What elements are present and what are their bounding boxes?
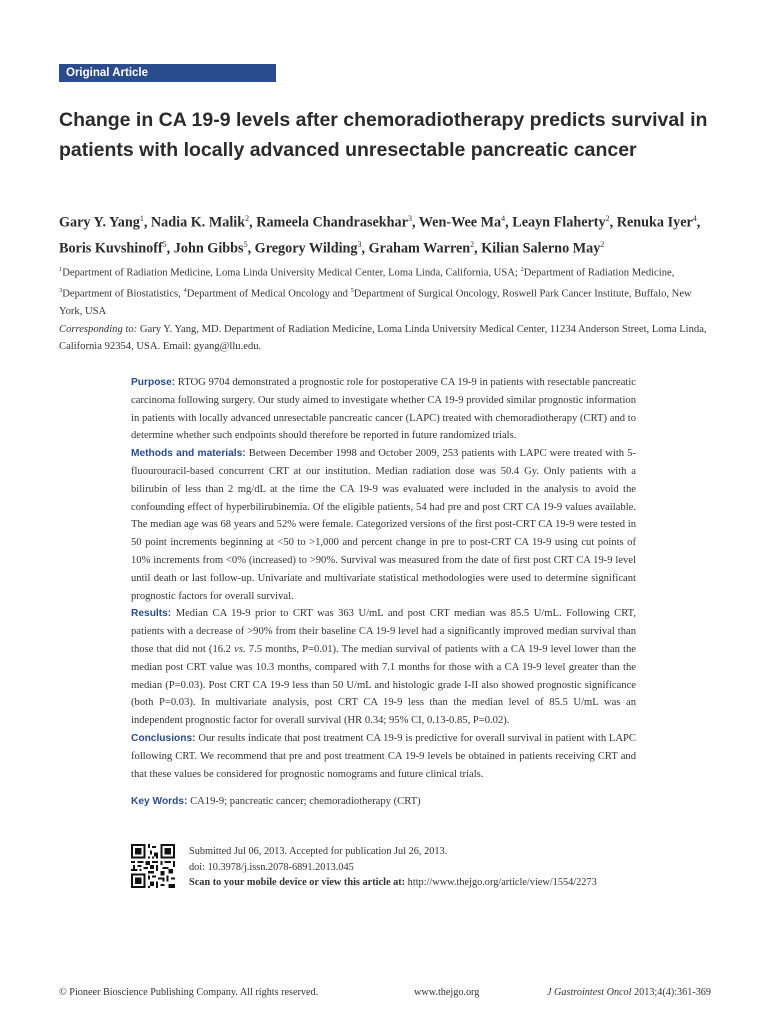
paper-title: Change in CA 19-9 levels after chemoradiotherapy predicts survival in patients with locally advanced unresectable pancreatic cancer [59, 109, 708, 161]
affiliation-number: 5 [350, 287, 354, 295]
author-name: Renuka Iyer [616, 214, 693, 231]
author-affiliation-mark: 1 [139, 214, 144, 223]
abstract-results [131, 605, 636, 730]
scan-label: Scan to your mobile device or view this article at: [189, 877, 406, 888]
section-label: Purpose: [131, 377, 176, 388]
section-text: 7.5 months, P=0.01). The median survival of patients with a CA 19-9 level lower than the median post CRT value was 10.3 months, compared with 7.1 months for those with a CA 19-9 level greater than the median (P=0.03). Post CRT CA 19-9 less than 50 U/mL and histologic grade I-II also showed prognostic significance (both P=0.03). In multivariate analysis, post CRT CA 19-9 less than the median level of 85.5 U/mL was an independent prognostic factor for overall survival (HR 0.34; 95% CI, 0.13-0.85, P=0.02). [131, 643, 636, 727]
author-name: Gary Y. Yang [59, 214, 140, 231]
section-text: RTOG 9704 demonstrated a prognostic role for postoperative CA 19-9 in patients with resectable pancreatic carcinoma following surgery. Our study aimed to investigate whether CA 19-9 provided similar prognostic information in patients with locally advanced unresectable pancreatic cancer (LAPC) treated with chemoradiotherapy (CRT) and to determine whether such endpoints should therefore be reported in future randomized trials. [131, 377, 636, 442]
author-name: Rameela Chandrasekhar [256, 214, 408, 231]
section-label: Key Words: [131, 796, 188, 808]
author-list: Gary Y. Yang$^1$, Nadia K. Malik$^2$, Rameela Chandrasekhar$^3$, Wen-Wee Ma$^4$, Leayn Flaherty$^2$, Renuka Iyer$^4$, Boris Kuvshinoff$^5$, John Gibbs$^5$, Gregory Wilding$^3$, Graham Warren$^2$, Kilian Salerno May$^2$ [59, 214, 701, 257]
section-label: Results: [131, 608, 172, 620]
abstract-methods [131, 445, 636, 605]
section-label: Conclusions: [131, 732, 196, 744]
submission-block [131, 844, 651, 892]
article-url-link[interactable]: http://www.thejgo.org/article/view/1554/2273 [405, 877, 597, 888]
journal-name: J Gastrointest Oncol [546, 987, 632, 998]
affiliations-block [59, 261, 711, 356]
affiliation-text: Department of Medical Oncology and [186, 288, 351, 300]
section-text: CA19-9; pancreatic cancer; chemoradiotherapy (CRT) [187, 796, 421, 808]
affiliation-text: Department of Radiation Medicine, [523, 267, 675, 279]
author-name: Leayn Flaherty [512, 214, 606, 231]
abstract-purpose [131, 374, 636, 445]
author-affiliation-mark: 5 [162, 239, 167, 249]
author-name: John Gibbs [173, 240, 244, 257]
author-name: Gregory Wilding [254, 240, 358, 257]
affiliation-number: 1 [59, 266, 63, 273]
affiliation-number: 2 [520, 266, 524, 273]
corresponding-text: Gary Y. Yang, MD. Department of Radiation Medicine, Loma Linda University Medical Center, 11234 Anderson Street, Loma Linda, California 92354, USA. Email: gyang@llu.edu. [59, 323, 707, 353]
section-label: Methods and materials: [131, 448, 246, 460]
author-name: Graham Warren [368, 240, 471, 257]
affiliation-text: Department of Biostatistics, [62, 288, 184, 300]
author-affiliation-mark: 2 [245, 214, 250, 223]
submission-details [189, 844, 649, 891]
author-affiliation-mark: 2 [605, 214, 610, 223]
affiliation-number: 4 [183, 287, 187, 295]
author-name: Boris Kuvshinoff [59, 240, 163, 257]
affiliation-number: 3 [59, 287, 63, 295]
author-affiliation-mark: 4 [692, 214, 697, 223]
article-link-line [189, 875, 649, 891]
qr-code-icon[interactable] [131, 844, 175, 888]
abstract-conclusions [131, 730, 636, 783]
author-name: Kilian Salerno May [481, 240, 601, 257]
abstract [131, 374, 636, 811]
author-affiliation-mark: 5 [243, 239, 248, 249]
corresponding-label: Corresponding to: [59, 323, 138, 335]
website-link[interactable]: www.thejgo.org [414, 987, 480, 998]
affiliation-text: Department of Surgical Oncology, Roswell Park Cancer Institute, Buffalo, New York, USA [59, 288, 692, 318]
author-affiliation-mark: 3 [407, 214, 412, 223]
author-affiliation-mark: 2 [470, 239, 475, 249]
affiliation-text: Department of Radiation Medicine, Loma Linda University Medical Center, Loma Linda, California, USA; [62, 267, 521, 279]
copyright-text: © Pioneer Bioscience Publishing Company. All rights reserved. [59, 987, 319, 998]
section-text: Our results indicate that post treatment CA 19-9 is predictive for overall survival in patient with LAPC following CRT. We recommend that pre and post treatment CA 19-9 levels be obtained in patients receiving CRT and that these values be considered for prognostic nomograms and future clinical trials. [131, 732, 636, 780]
section-text: Between December 1998 and October 2009, 253 patients with LAPC were treated with 5-fluourouracil-based concurrent CRT at our institution. Median radiation dose was 50.4 Gy. Only patients with a bilirubin of less than 2 mg/dL at the time the CA 19-9 was evaluated were included in the analysis to avoid the confounding effect of hyperbilirubinemia. Of the eligible patients, 54 had pre and post CRT CA 19-9 values available. The median age was 68 years and 52% were female. Categorized versions of the first post-CRT CA 19-9 were tested in 50 point increments beginning at <50 to >1,000 and percent change in pre to post-CRT CA 19-9 using cut points of 10% increments from <0% (increased) to >90%. Survival was measured from the date of first post CRT CA 19-9 level until death or last follow-up. Univariate and multivariate statistical methodologies were used to determine significant prognostic factors for overall survival. [131, 448, 636, 602]
author-affiliation-mark: 2 [600, 239, 605, 249]
submission-dates: Submitted Jul 06, 2013. Accepted for publication Jul 26, 2013. [189, 846, 448, 857]
section-text-italic: vs. [234, 643, 246, 655]
abstract-keywords [131, 793, 636, 811]
author-affiliation-mark: 4 [501, 214, 506, 223]
doi-text: doi: 10.3978/j.issn.2078-6891.2013.045 [189, 861, 354, 873]
author-name: Wen-Wee Ma [418, 214, 502, 231]
article-type-banner [59, 64, 276, 82]
page-footer [59, 987, 711, 1003]
section-text: Median CA 19-9 prior to CRT was 363 U/mL and post CRT median was 85.5 U/mL. Following CRT, patients with a decrease of >90% from their baseline CA 19-9 level had a significantly improved median survival than those that did not (16.2 [131, 608, 636, 655]
journal-citation [547, 987, 711, 998]
article-type-label: Original Article [66, 67, 149, 79]
citation-text: 2013;4(4):361-369 [631, 987, 711, 998]
author-affiliation-mark: 3 [357, 239, 362, 249]
author-name: Nadia K. Malik [150, 214, 246, 231]
